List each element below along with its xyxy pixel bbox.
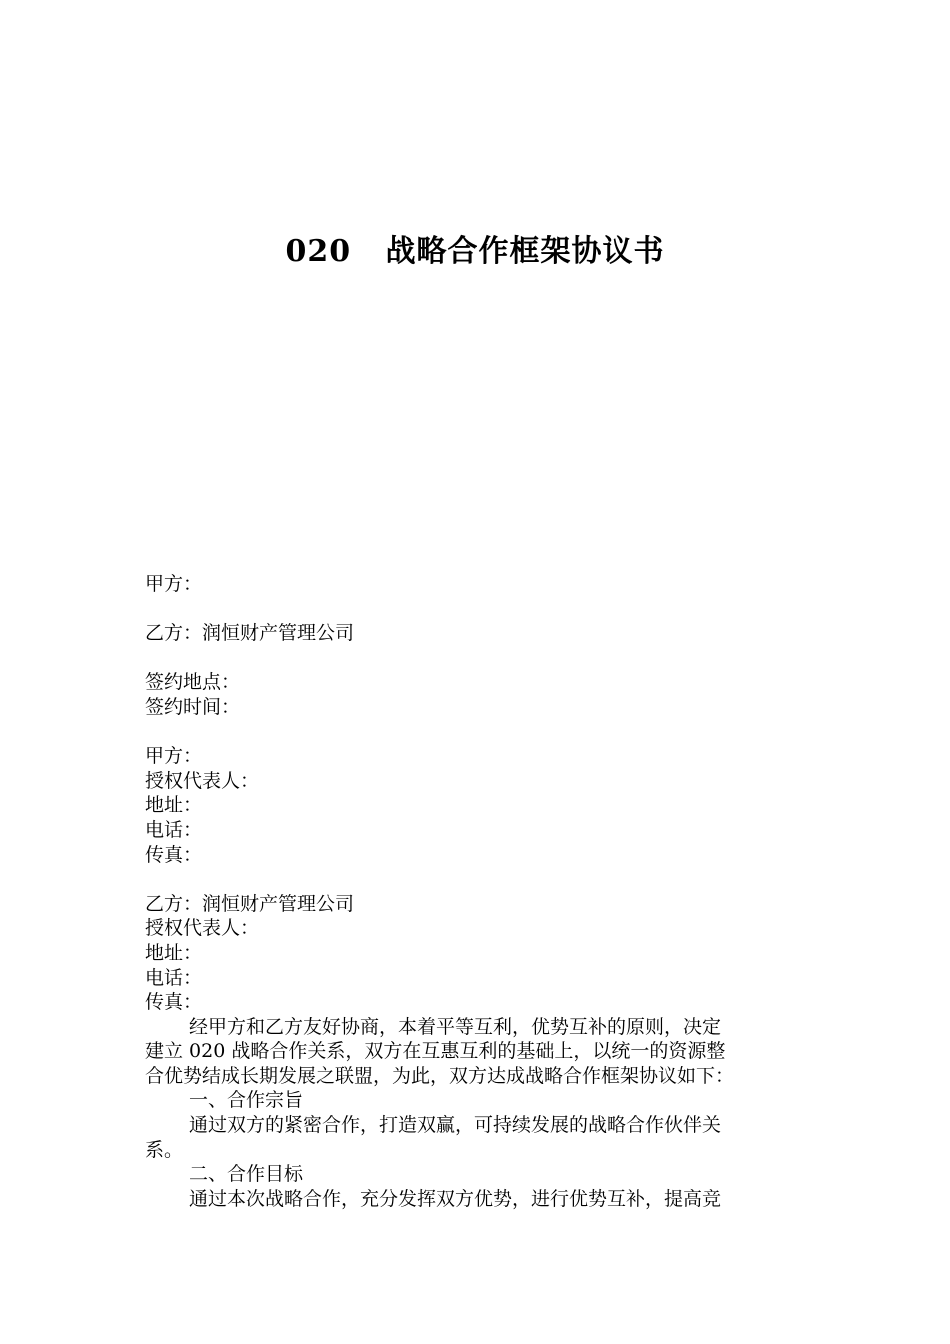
- document-title: 020 战略合作框架协议书: [285, 234, 665, 269]
- section2-line: 通过本次战略合作，充分发挥双方优势，进行优势互补，提高竞: [189, 1187, 722, 1210]
- cover-party-a: 甲方：: [145, 573, 203, 595]
- section1-line: 系。: [145, 1138, 184, 1161]
- section2-heading: 二、合作目标: [189, 1163, 304, 1186]
- intro-line: 合优势结成长期发展之联盟，为此，双方达成战略合作框架协议如下：: [145, 1064, 735, 1087]
- cover-party-b: 乙方：润恒财产管理公司: [145, 622, 355, 645]
- party-b-rep: 授权代表人：: [145, 917, 260, 940]
- party-a-name: 甲方：: [145, 745, 203, 768]
- party-a-fax: 传真：: [145, 843, 203, 866]
- section1-heading: 一、合作宗旨: [189, 1089, 304, 1112]
- party-b-name: 乙方：润恒财产管理公司: [145, 892, 355, 915]
- section1-line: 通过双方的紧密合作，打造双赢，可持续发展的战略合作伙伴关: [189, 1114, 722, 1137]
- intro-line: 建立 020 战略合作关系，双方在互惠互利的基础上，以统一的资源整: [145, 1040, 726, 1063]
- cover-sign-time: 签约时间：: [145, 695, 241, 718]
- cover-sign-place: 签约地点：: [145, 671, 241, 694]
- party-a-address: 地址：: [145, 794, 203, 817]
- party-a-phone: 电话：: [145, 818, 203, 841]
- party-b-fax: 传真：: [145, 991, 203, 1014]
- intro-line: 经甲方和乙方友好协商，本着平等互利，优势互补的原则，决定: [189, 1015, 722, 1038]
- party-b-phone: 电话：: [145, 966, 203, 989]
- party-a-rep: 授权代表人：: [145, 769, 260, 792]
- document-body: [145, 572, 823, 1211]
- party-b-address: 地址：: [145, 941, 203, 964]
